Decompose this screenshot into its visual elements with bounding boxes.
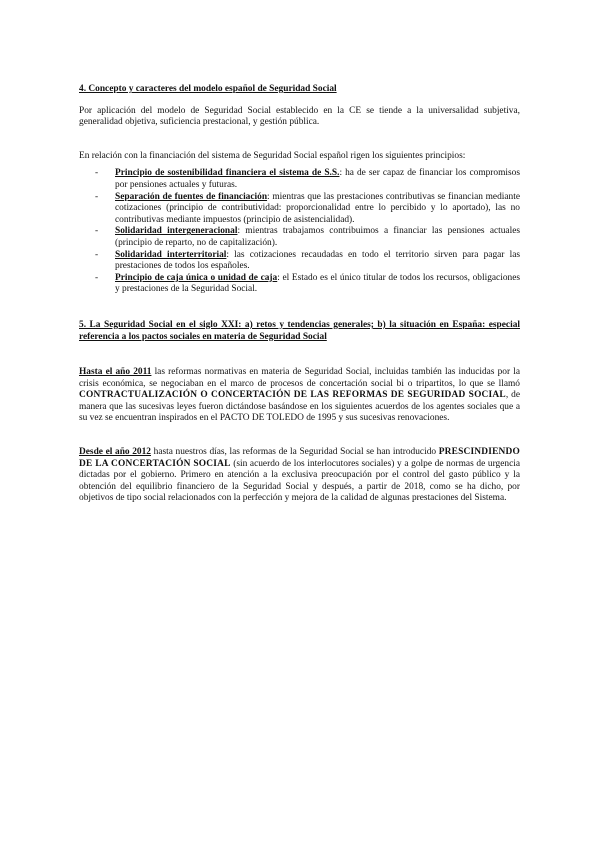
section-4-paragraph-2: En relación con la financiación del sistema de Seguridad Social español rigen los siguientes principios: bbox=[79, 150, 466, 161]
paragraph-text: , de manera que las sucesivas leyes fueron dictándose basándose en los siguientes acuerdos de los agentes sociales que a su vez se encuentran inspirados en el PACTO DE TOLEDO de 1995 y sus sucesivas renovaciones. bbox=[79, 390, 520, 424]
paragraph-lead: Desde el año 2012 bbox=[79, 447, 151, 458]
list-item-term: Solidaridad interterritorial bbox=[115, 249, 227, 260]
list-item bbox=[79, 192, 520, 227]
principles-list bbox=[79, 168, 520, 296]
section-5-paragraph-2 bbox=[79, 447, 520, 505]
emphasis-caps: CONTRACTUALIZACIÓN O CONCERTACIÓN DE LAS REFORMAS DE SEGURIDAD SOCIAL bbox=[79, 390, 506, 401]
list-item-term: Principio de sostenibilidad financiera el sistema de S.S. bbox=[115, 168, 340, 179]
list-item-text: : el Estado es el único titular de todos los recursos, obligaciones y prestaciones de la Seguridad Social. bbox=[115, 272, 521, 295]
section-5-paragraph-1 bbox=[79, 367, 520, 425]
list-item-text: : mientras que las prestaciones contributivas se financian mediante cotizaciones (principio de contributividad: proporcionalidad entre lo percibido y lo aportado), las no contributivas mediante impuestos (principio de asistencialidad). bbox=[115, 191, 520, 225]
list-item bbox=[79, 273, 520, 296]
list-item-term: Principio de caja única o unidad de caja bbox=[115, 272, 278, 283]
paragraph-text: hasta nuestros días, las reformas de la Seguridad Social se han introducido bbox=[151, 447, 439, 458]
paragraph-text: las reformas normativas en materia de Seguridad Social, incluidas también las inducidas por la crisis económica, se negociaban en el marco de procesos de concertación social bi o tripartitos, lo que se llamó bbox=[79, 367, 520, 389]
list-item-text: : mientras trabajamos contribuimos a financiar las pensiones actuales (principio de reparto, no de capitalización). bbox=[115, 226, 521, 248]
section-4-heading: 4. Concepto y caracteres del modelo español de Seguridad Social bbox=[79, 84, 337, 94]
section-4-paragraph-1: Por aplicación del modelo de Seguridad Social establecido en la CE se tiende a la universalidad subjetiva, generalidad objetiva, suficiencia prestacional, y gestión pública. bbox=[79, 105, 520, 128]
paragraph-text: (sin acuerdo de los interlocutores sociales) y a golpe de normas de urgencia dictadas por el gobierno. Primero en atención a la exclusiva preocupación por el control del gasto público y la obtención del equilibrio financiero de la Seguridad Social y después, a partir de 2018, como se ha dicho, por objetivos de tipo social relacionados con la perfección y mejora de la calidad de algunas prestaciones del Sistema. bbox=[79, 458, 520, 504]
section-5-heading: 5. La Seguridad Social en el siglo XXI: a) retos y tendencias generales; b) la situación en España: especial referencia a los pactos sociales en materia de Seguridad Social bbox=[79, 319, 520, 342]
document-page bbox=[79, 84, 520, 505]
list-item-text: : ha de ser capaz de financiar los compromisos por pensiones actuales y futuras. bbox=[115, 168, 520, 190]
list-item-text: : las cotizaciones recaudadas en todo el territorio sirven para pagar las prestaciones de todos los españoles. bbox=[115, 249, 521, 272]
list-item bbox=[79, 168, 520, 191]
list-item-term: Separación de fuentes de financiación bbox=[115, 191, 268, 202]
list-item bbox=[79, 250, 520, 273]
list-item-term: Solidaridad intergeneracional bbox=[115, 226, 238, 237]
paragraph-lead: Hasta el año 2011 bbox=[79, 367, 152, 378]
list-item bbox=[79, 226, 520, 249]
emphasis-caps: PRESCINDIENDO DE LA CONCERTACIÓN SOCIAL bbox=[79, 447, 520, 469]
